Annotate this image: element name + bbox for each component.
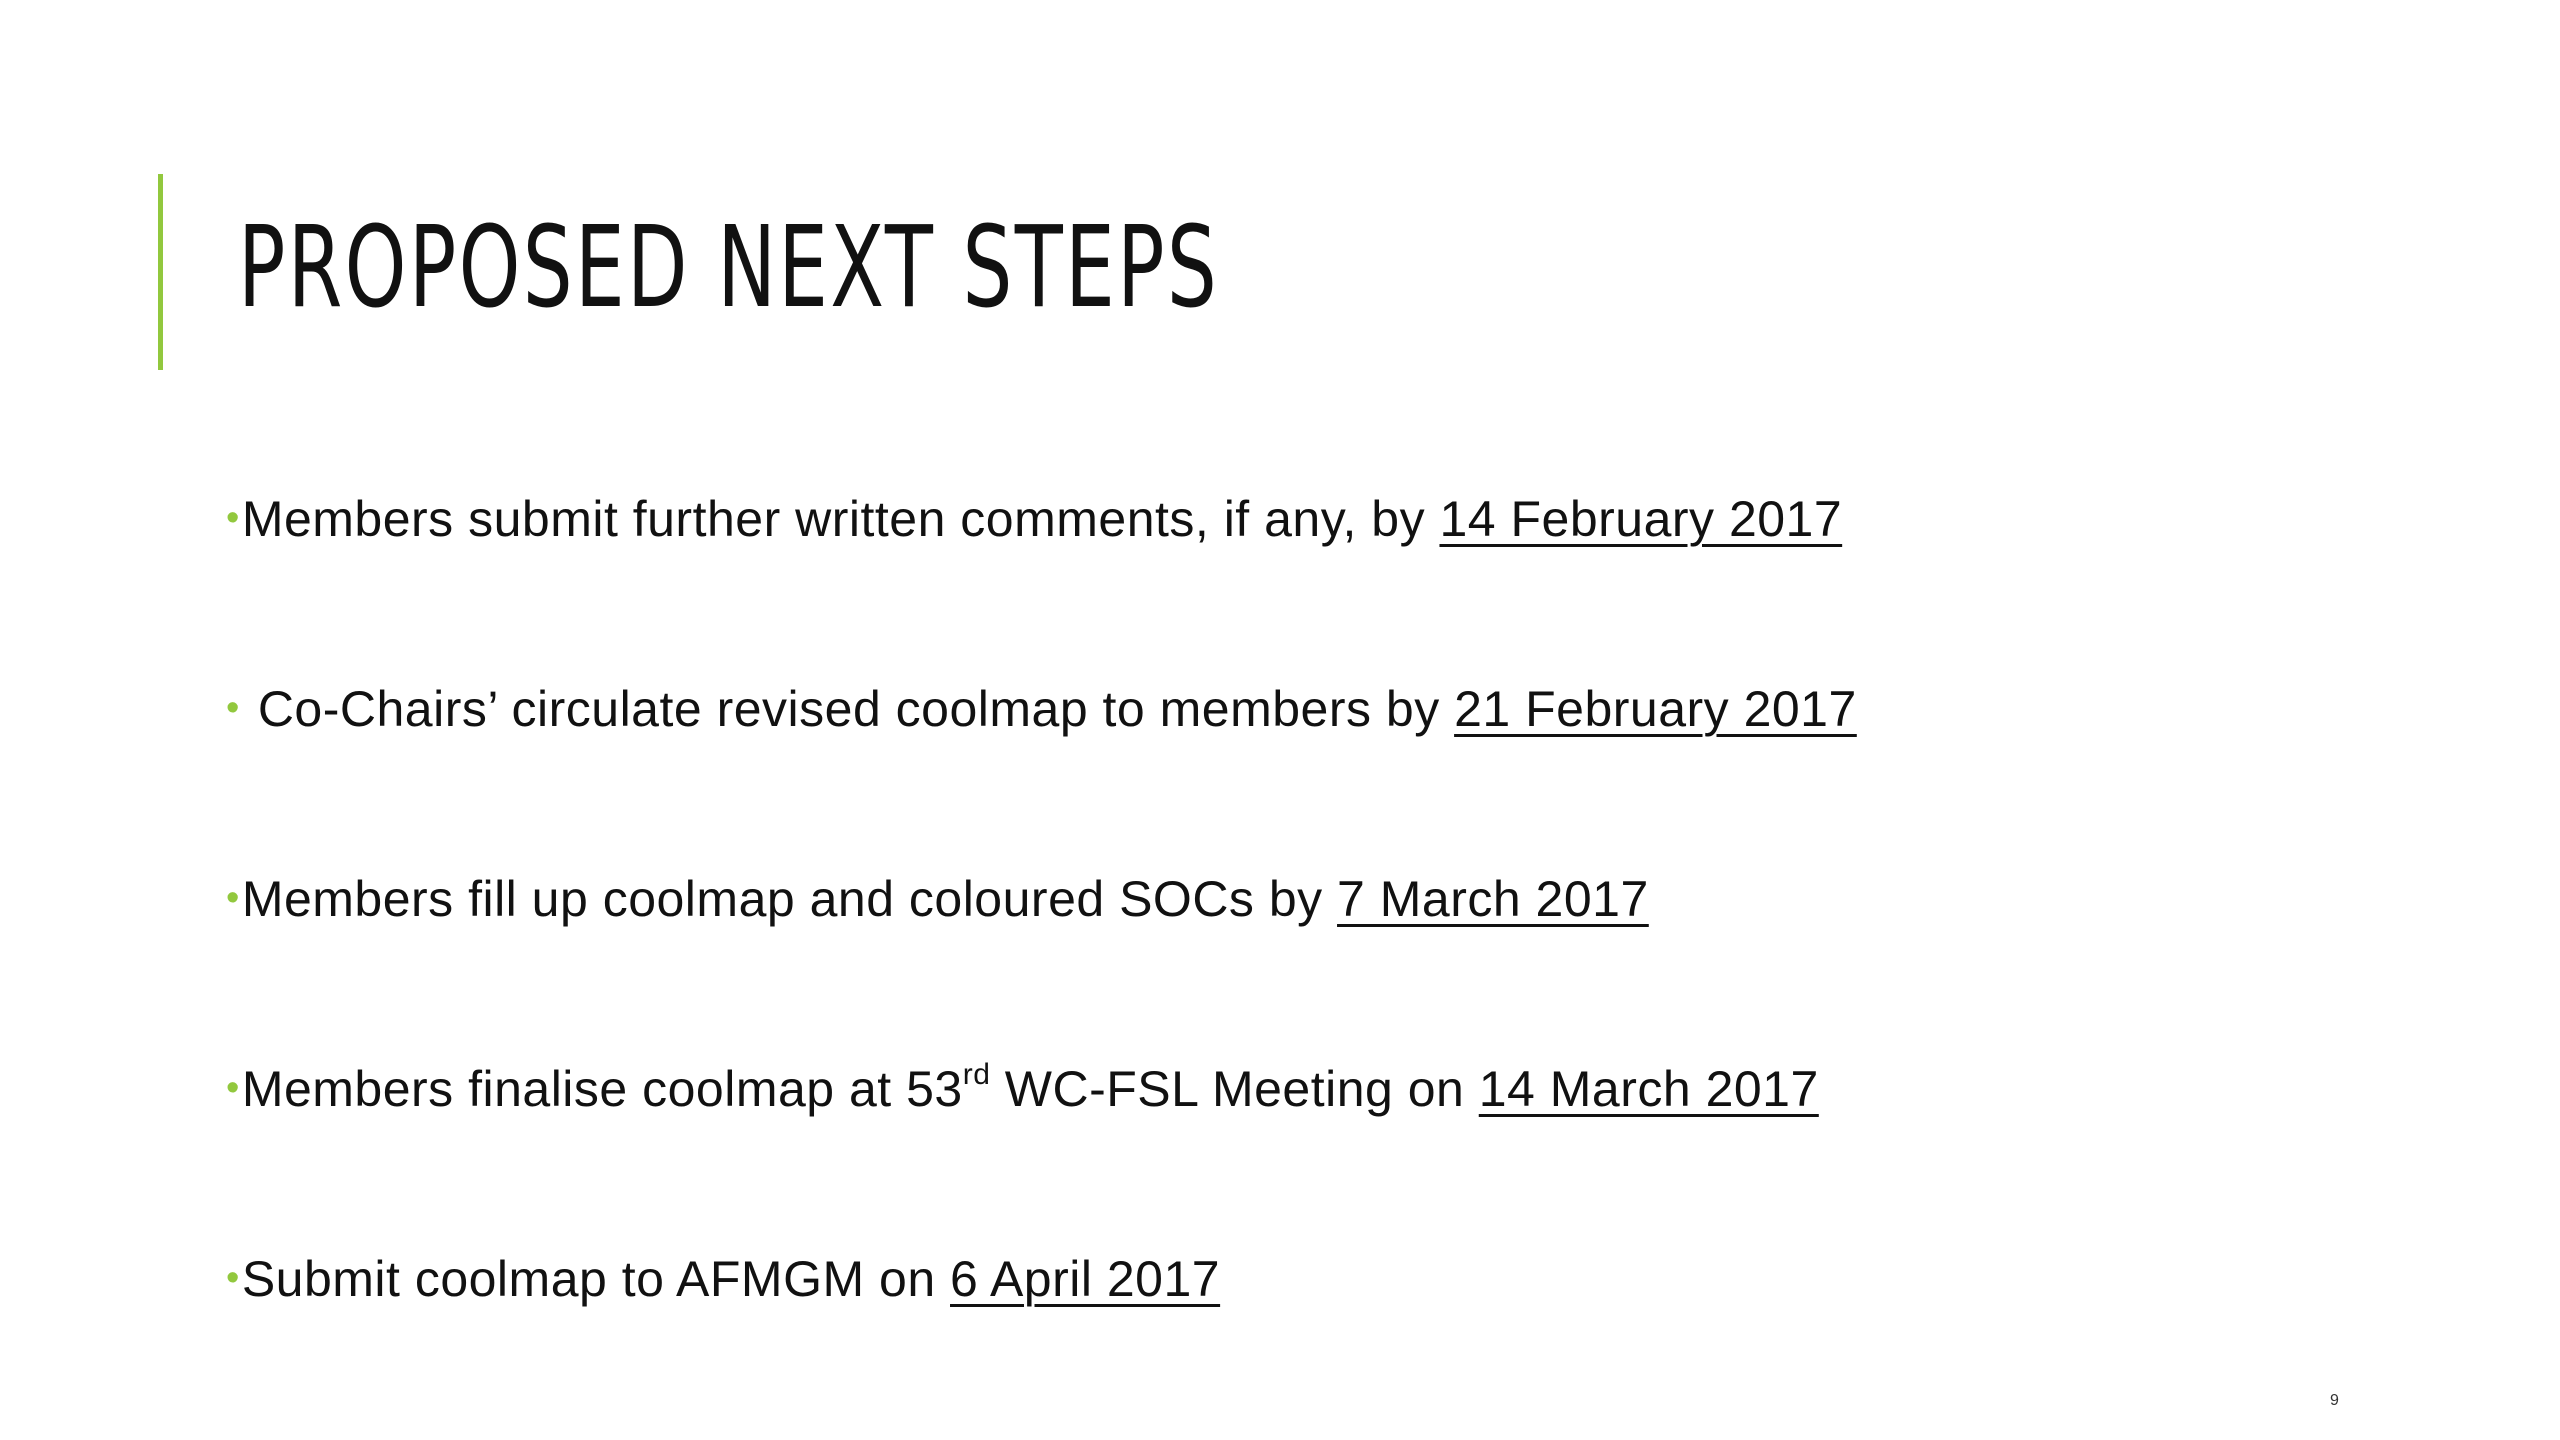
bullet-date: 7 March 2017 <box>1337 871 1649 927</box>
bullet-text: Members finalise coolmap at 53 <box>241 1061 963 1117</box>
bullet-icon: • <box>226 1257 240 1299</box>
bullet-icon: • <box>226 1067 240 1109</box>
slide-title: PROPOSED NEXT STEPS <box>238 203 1220 333</box>
bullet-text-continued: WC-FSL Meeting on <box>990 1061 1479 1117</box>
bullet-date: 21 February 2017 <box>1454 681 1857 737</box>
bullet-date: 14 March 2017 <box>1478 1061 1819 1117</box>
bullet-item <box>226 1058 1857 1248</box>
bullet-icon: • <box>226 497 240 539</box>
ordinal-suffix: rd <box>962 1058 991 1091</box>
bullet-date: 6 April 2017 <box>950 1251 1221 1307</box>
bullet-list <box>226 488 1857 1438</box>
bullet-text: Co-Chairs’ circulate revised coolmap to members by <box>257 681 1455 737</box>
bullet-item <box>226 678 1857 868</box>
bullet-item <box>226 868 1857 1058</box>
bullet-icon: • <box>226 877 240 919</box>
bullet-item <box>226 488 1857 678</box>
bullet-text: Members submit further written comments, if any, by <box>241 491 1440 547</box>
title-accent-bar <box>158 174 163 370</box>
bullet-icon: • <box>226 687 240 729</box>
slide-number: 9 <box>2330 1392 2339 1409</box>
bullet-text: Members fill up coolmap and coloured SOCs by <box>241 871 1338 927</box>
bullet-date: 14 February 2017 <box>1439 491 1843 547</box>
bullet-text: Submit coolmap to AFMGM on <box>241 1251 951 1307</box>
bullet-item <box>226 1248 1857 1438</box>
